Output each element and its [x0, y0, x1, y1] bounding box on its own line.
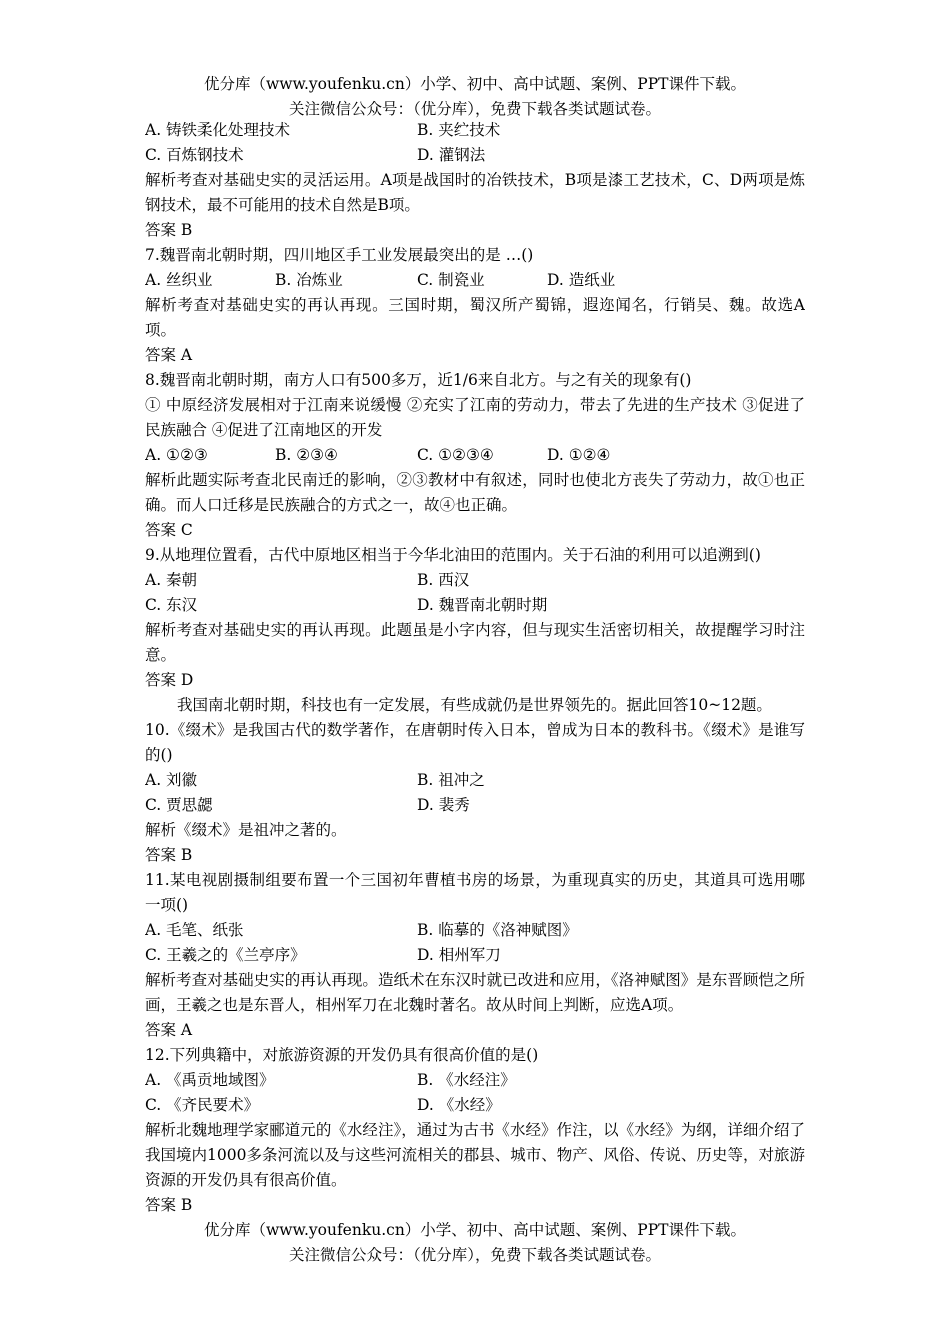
- q12-option-c: C. 《齐民要术》: [145, 1096, 260, 1114]
- q7-option-b: B. 冶炼业: [275, 271, 343, 289]
- q12-options-row-2: [145, 1093, 805, 1118]
- footer-line-2: 关注微信公众号：（优分库），免费下载各类试题试卷。: [288, 1246, 661, 1264]
- q9-answer: 答案 D: [145, 671, 194, 689]
- q11-option-d: D. 相州军刀: [417, 946, 501, 964]
- q10-option-b: B. 祖冲之: [417, 771, 485, 789]
- q12-answer: 答案 B: [145, 1196, 193, 1214]
- page-header: [145, 72, 805, 122]
- q10-analysis: 解析《缀术》是祖冲之著的。: [145, 821, 347, 839]
- q10-answer: 答案 B: [145, 846, 193, 864]
- q9-option-b: B. 西汉: [417, 571, 470, 589]
- q8-option-d: D. ①②④: [547, 446, 611, 464]
- q10-option-c: C. 贾思勰: [145, 796, 213, 814]
- q11-option-a: A. 毛笔、纸张: [145, 921, 244, 939]
- document-body: [145, 118, 805, 1218]
- q9-question: 9.从地理位置看，古代中原地区相当于今华北油田的范围内。关于石油的利用可以追溯到(): [145, 546, 761, 564]
- q7-answer: 答案 A: [145, 346, 193, 364]
- q7-option-d: D. 造纸业: [547, 271, 616, 289]
- q12-option-d: D. 《水经》: [417, 1096, 501, 1114]
- q7-options: [145, 268, 805, 293]
- q12-analysis: 解析北魏地理学家郦道元的《水经注》，通过为古书《水经》作注，以《水经》为纲，详细介绍了我国境内1000多条河流以及与这些河流相关的郡县、城市、物产、风俗、传说、历史等，对旅游资源的开发仍具有很高价值。: [145, 1121, 805, 1189]
- q6-options-row-2: [145, 143, 805, 168]
- q6-option-b: B. 夹纻技术: [417, 121, 501, 139]
- q8-answer: 答案 C: [145, 521, 193, 539]
- q12-option-a: A. 《禹贡地域图》: [145, 1071, 275, 1089]
- header-line-1: 优分库（www.youfenku.cn）小学、初中、高中试题、案例、PPT课件下载。: [203, 75, 747, 93]
- q10-question: 10.《缀术》是我国古代的数学著作，在唐朝时传入日本，曾成为日本的教科书。《缀术》是谁写的(): [145, 721, 805, 764]
- q7-option-c: C. 制瓷业: [417, 271, 485, 289]
- q11-question: 11.某电视剧摄制组要布置一个三国初年曹植书房的场景，为重现真实的历史，其道具可选用哪一项(): [145, 871, 805, 914]
- q7-question: 7.魏晋南北朝时期，四川地区手工业发展最突出的是 …(): [145, 246, 534, 264]
- q12-option-b: B. 《水经注》: [417, 1071, 516, 1089]
- q10-options-row-2: [145, 793, 805, 818]
- q11-analysis: 解析考查对基础史实的再认再现。造纸术在东汉时就已改进和应用，《洛神赋图》是东晋顾恺之所画，王羲之也是东晋人，相州军刀在北魏时著名。故从时间上判断，应选A项。: [145, 971, 805, 1014]
- page-footer: [145, 1218, 805, 1268]
- q10-option-d: D. 裴秀: [417, 796, 470, 814]
- q8-option-c: C. ①②③④: [417, 446, 494, 464]
- q10-options-row-1: [145, 768, 805, 793]
- q8-items: ① 中原经济发展相对于江南来说缓慢 ②充实了江南的劳动力，带去了先进的生产技术 ③促进了民族融合 ④促进了江南地区的开发: [145, 396, 805, 439]
- q12-options-row-1: [145, 1068, 805, 1093]
- q9-options-row-1: [145, 568, 805, 593]
- q6-option-a: A. 铸铁柔化处理技术: [145, 121, 291, 139]
- q9-analysis: 解析考查对基础史实的再认再现。此题虽是小字内容，但与现实生活密切相关，故提醒学习时注意。: [145, 621, 805, 664]
- q8-analysis: 解析此题实际考查北民南迁的影响，②③教材中有叙述，同时也使北方丧失了劳动力，故①也正确。而人口迁移是民族融合的方式之一，故④也正确。: [145, 471, 805, 514]
- q6-option-c: C. 百炼钢技术: [145, 146, 244, 164]
- q8-option-a: A. ①②③: [145, 446, 208, 464]
- q7-analysis: 解析考查对基础史实的再认再现。三国时期，蜀汉所产蜀锦，遐迩闻名，行销吴、魏。故选A项。: [145, 296, 805, 339]
- q12-question: 12.下列典籍中，对旅游资源的开发仍具有很高价值的是(): [145, 1046, 539, 1064]
- q8-question: 8.魏晋南北朝时期，南方人口有500多万，近1/6来自北方。与之有关的现象有(): [145, 371, 692, 389]
- q6-analysis: 解析考查对基础史实的灵活运用。A项是战国时的冶铁技术，B项是漆工艺技术，C、D两项是炼钢技术，最不可能用的技术自然是B项。: [145, 171, 805, 214]
- q9-options-row-2: [145, 593, 805, 618]
- q9-option-a: A. 秦朝: [145, 571, 198, 589]
- section-intro: 我国南北朝时期，科技也有一定发展，有些成就仍是世界领先的。据此回答10~12题。: [177, 696, 772, 714]
- q10-option-a: A. 刘徽: [145, 771, 198, 789]
- q11-options-row-1: [145, 918, 805, 943]
- footer-line-1: 优分库（www.youfenku.cn）小学、初中、高中试题、案例、PPT课件下载。: [203, 1221, 747, 1239]
- q11-option-c: C. 王羲之的《兰亭序》: [145, 946, 306, 964]
- q8-options: [145, 443, 805, 468]
- q11-answer: 答案 A: [145, 1021, 193, 1039]
- q11-options-row-2: [145, 943, 805, 968]
- q6-options-row-1: [145, 118, 805, 143]
- q6-option-d: D. 灌钢法: [417, 146, 486, 164]
- q9-option-c: C. 东汉: [145, 596, 198, 614]
- q9-option-d: D. 魏晋南北朝时期: [417, 596, 548, 614]
- q8-option-b: B. ②③④: [275, 446, 338, 464]
- q11-option-b: B. 临摹的《洛神赋图》: [417, 921, 578, 939]
- header-line-2: 关注微信公众号：（优分库），免费下载各类试题试卷。: [288, 100, 661, 118]
- q6-answer: 答案 B: [145, 221, 193, 239]
- q7-option-a: A. 丝织业: [145, 271, 213, 289]
